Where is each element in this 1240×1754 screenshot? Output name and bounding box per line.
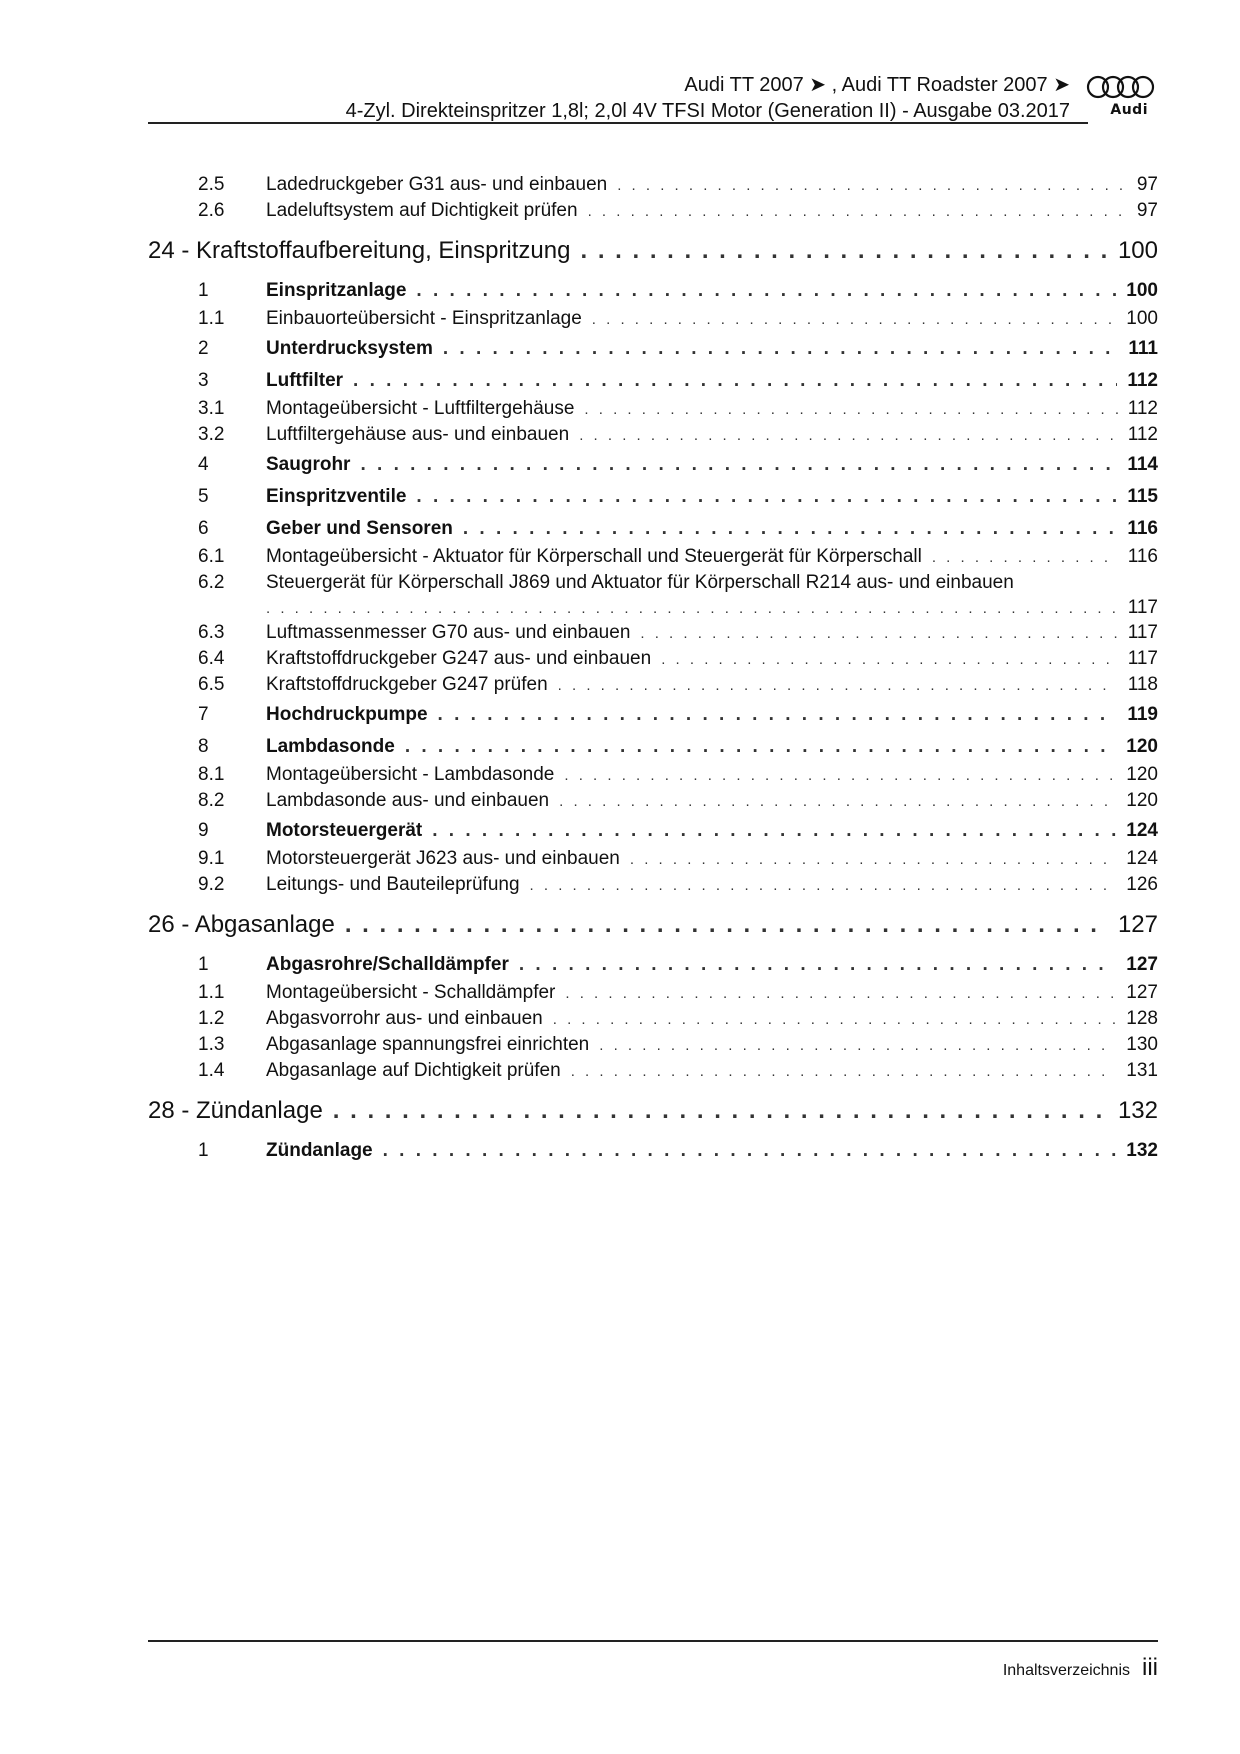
dot-leader	[416, 276, 1116, 306]
toc-section-number: 6	[198, 518, 209, 539]
toc-entry[interactable]	[148, 980, 1158, 1006]
toc-section-page: 111	[1128, 338, 1158, 359]
toc-entry[interactable]	[148, 1058, 1158, 1084]
toc-entry-number: 1.1	[198, 982, 225, 1003]
logo-text: Audi	[1110, 102, 1148, 118]
dot-leader	[432, 816, 1116, 846]
toc-entry-number: 6.4	[198, 648, 225, 669]
dot-leader	[932, 545, 1118, 571]
toc-entry-page: 97	[1136, 200, 1158, 221]
toc-section[interactable]	[148, 276, 1158, 306]
toc-section-page: 124	[1126, 820, 1158, 841]
toc-entry[interactable]	[148, 1006, 1158, 1032]
dot-leader	[580, 228, 1107, 274]
toc-section-page: 115	[1127, 486, 1158, 507]
toc-entry-title: Ladeluftsystem auf Dichtigkeit prüfen	[266, 200, 578, 221]
toc-section-page: 114	[1127, 454, 1158, 475]
page-number: iii	[1142, 1654, 1158, 1681]
toc-entry[interactable]	[148, 762, 1158, 788]
dot-leader	[443, 334, 1119, 364]
toc-entry[interactable]	[148, 872, 1158, 898]
dot-leader	[266, 597, 1118, 621]
toc-section[interactable]	[148, 732, 1158, 762]
toc-entry-number: 9.1	[198, 848, 225, 869]
toc-section-number: 3	[198, 370, 209, 391]
toc-entry[interactable]	[148, 1032, 1158, 1058]
toc-entry-page: 120	[1126, 764, 1158, 785]
toc-section-page: 119	[1127, 704, 1158, 725]
toc-entry-title: Luftfiltergehäuse aus- und einbauen	[266, 424, 570, 445]
footer-label: Inhaltsverzeichnis	[1002, 1662, 1130, 1679]
dot-leader	[565, 981, 1116, 1007]
toc-entry-number: 8.1	[198, 764, 225, 785]
toc-entry-title: Motorsteuergerät J623 aus- und einbauen	[266, 848, 620, 869]
dot-leader	[559, 789, 1116, 815]
toc-section[interactable]	[148, 334, 1158, 364]
toc-section[interactable]	[148, 514, 1158, 544]
audi-rings-logo	[1084, 74, 1158, 120]
toc-entry-title: Kraftstoffdruckgeber G247 prüfen	[266, 674, 548, 695]
toc-entry-title: Einbauorteübersicht - Einspritzanlage	[266, 308, 582, 329]
toc-entry[interactable]	[148, 396, 1158, 422]
toc-section[interactable]	[148, 816, 1158, 846]
dot-leader	[599, 1033, 1116, 1059]
dot-leader	[333, 1088, 1108, 1134]
toc-entry-page: 127	[1126, 982, 1158, 1003]
toc-section[interactable]	[148, 1136, 1158, 1166]
dot-leader	[584, 397, 1117, 423]
toc-section-title: Saugrohr	[266, 454, 351, 475]
toc-entry-number: 1.1	[198, 308, 225, 329]
dot-leader	[360, 450, 1117, 480]
dot-leader	[383, 1136, 1117, 1166]
toc-section-number: 4	[198, 454, 209, 475]
toc-section-number: 8	[198, 736, 209, 757]
toc-entry-title: Luftmassenmesser G70 aus- und einbauen	[266, 622, 631, 643]
toc-entry[interactable]	[148, 422, 1158, 448]
dot-leader	[579, 423, 1118, 449]
toc-section[interactable]	[148, 950, 1158, 980]
toc-entry[interactable]	[148, 672, 1158, 698]
toc-entry-number: 1.3	[198, 1034, 225, 1055]
dot-leader	[640, 621, 1117, 647]
toc-section-page: 116	[1127, 518, 1158, 539]
dot-leader	[558, 673, 1118, 699]
toc-entry-continuation	[148, 596, 1158, 620]
toc-section-number: 9	[198, 820, 209, 841]
toc-entry-number: 6.3	[198, 622, 225, 643]
page-header	[148, 72, 1158, 124]
toc-chapter-title: 28 - Zündanlage	[148, 1097, 323, 1124]
toc-section-title: Abgasrohre/Schalldämpfer	[266, 954, 509, 975]
toc-entry-title: Abgasvorrohr aus- und einbauen	[266, 1008, 543, 1029]
toc-entry-first-line	[148, 570, 1158, 596]
header-engine-line: 4-Zyl. Direkteinspritzer 1,8l; 2,0l 4V TFSI Motor (Generation II) - Ausgabe 03.2017	[345, 100, 1070, 122]
toc-entry-number: 1.4	[198, 1060, 225, 1081]
toc-section[interactable]	[148, 450, 1158, 480]
toc-section-page: 112	[1127, 370, 1158, 391]
toc-chapter-title: 26 - Abgasanlage	[148, 911, 335, 938]
toc-section[interactable]	[148, 482, 1158, 512]
toc-section-title: Zündanlage	[266, 1140, 373, 1161]
toc-entry-page: 130	[1126, 1034, 1158, 1055]
dot-leader	[661, 647, 1118, 673]
toc-entry-number: 2.5	[198, 174, 225, 195]
toc-section-page: 132	[1126, 1140, 1158, 1161]
toc-entry-number: 3.1	[198, 398, 225, 419]
toc-entry-page: 117	[1127, 597, 1158, 618]
toc-entry-page: 118	[1127, 674, 1158, 695]
toc-entry[interactable]	[148, 544, 1158, 570]
toc-entry-page: 117	[1127, 648, 1158, 669]
dot-leader	[405, 732, 1116, 762]
toc-entry-number: 6.1	[198, 546, 225, 567]
toc-section-title: Motorsteuergerät	[266, 820, 423, 841]
toc-section-page: 100	[1126, 280, 1158, 301]
toc-entry-page: 124	[1126, 848, 1158, 869]
toc-chapter[interactable]	[148, 1088, 1158, 1134]
toc-entry-page: 120	[1126, 790, 1158, 811]
toc-entry-title: Steuergerät für Körperschall J869 und Aktuator für Körperschall R214 aus- und einbauen	[266, 572, 1014, 593]
dot-leader	[416, 482, 1117, 512]
toc-entry-page: 128	[1126, 1008, 1158, 1029]
dot-leader	[438, 700, 1118, 730]
toc-entry-number: 2.6	[198, 200, 225, 221]
toc-entry[interactable]	[148, 846, 1158, 872]
toc-entry-number: 1.2	[198, 1008, 225, 1029]
toc-entry-number: 6.2	[198, 572, 225, 593]
dot-leader	[630, 847, 1116, 873]
toc-chapter[interactable]	[148, 228, 1158, 274]
dot-leader	[571, 1059, 1117, 1085]
toc-entry-page: 126	[1126, 874, 1158, 895]
toc-section-page: 120	[1126, 736, 1158, 757]
toc-entry-title: Montageübersicht - Schalldämpfer	[266, 982, 556, 1003]
toc-section-title: Einspritzventile	[266, 486, 407, 507]
toc-section-title: Unterdrucksystem	[266, 338, 433, 359]
dot-leader	[353, 366, 1117, 396]
toc-section-number: 7	[198, 704, 209, 725]
toc-chapter-page: 127	[1117, 911, 1158, 938]
header-divider	[148, 122, 1088, 124]
toc-section-number: 1	[198, 280, 209, 301]
toc-section-number: 1	[198, 1140, 209, 1161]
toc-section-title: Lambdasonde	[266, 736, 395, 757]
dot-leader	[530, 873, 1117, 899]
toc-entry-title: Lambdasonde aus- und einbauen	[266, 790, 550, 811]
toc-entry-wrapped[interactable]	[148, 570, 1158, 620]
dot-leader	[617, 173, 1127, 199]
dot-leader	[588, 199, 1127, 225]
toc-section-title: Einspritzanlage	[266, 280, 407, 301]
toc-entry-title: Abgasanlage spannungsfrei einrichten	[266, 1034, 590, 1055]
toc-entry-title: Kraftstoffdruckgeber G247 aus- und einbauen	[266, 648, 652, 669]
dot-leader	[463, 514, 1117, 544]
toc-entry-page: 112	[1127, 424, 1158, 445]
toc-section[interactable]	[148, 700, 1158, 730]
toc-entry-title: Montageübersicht - Luftfiltergehäuse	[266, 398, 575, 419]
toc-entry[interactable]	[148, 172, 1158, 198]
toc-chapter-title: 24 - Kraftstoffaufbereitung, Einspritzung	[148, 237, 571, 264]
toc-section-title: Luftfilter	[266, 370, 344, 391]
toc-entry[interactable]	[148, 788, 1158, 814]
toc-entry-number: 9.2	[198, 874, 225, 895]
footer-divider	[148, 1640, 1158, 1642]
dot-leader	[553, 1007, 1117, 1033]
audi-rings-icon	[1084, 74, 1158, 104]
toc-entry[interactable]	[148, 646, 1158, 672]
toc-chapter-page: 132	[1117, 1097, 1158, 1124]
toc-entry-page: 131	[1126, 1060, 1158, 1081]
toc-section-page: 127	[1126, 954, 1158, 975]
toc-entry-page: 117	[1127, 622, 1158, 643]
toc-section-number: 1	[198, 954, 209, 975]
page-footer	[1003, 1654, 1158, 1682]
toc-entry-number: 6.5	[198, 674, 225, 695]
toc-entry-page: 116	[1127, 546, 1158, 567]
toc-chapter-page: 100	[1117, 237, 1158, 264]
toc-entry-title: Leitungs- und Bauteileprüfung	[266, 874, 520, 895]
dot-leader	[519, 950, 1116, 980]
toc-entry-page: 112	[1127, 398, 1158, 419]
toc-section-title: Hochdruckpumpe	[266, 704, 428, 725]
toc-section-number: 5	[198, 486, 209, 507]
dot-leader	[345, 902, 1108, 948]
dot-leader	[592, 307, 1117, 333]
header-vehicle-line: Audi TT 2007 ➤ , Audi TT Roadster 2007 ➤	[684, 74, 1070, 96]
header-text	[346, 72, 1070, 124]
toc-entry-title: Montageübersicht - Lambdasonde	[266, 764, 555, 785]
toc-entry[interactable]	[148, 306, 1158, 332]
toc-entry-page: 100	[1126, 308, 1158, 329]
toc-entry-page: 97	[1136, 174, 1158, 195]
toc-entry[interactable]	[148, 620, 1158, 646]
toc-entry[interactable]	[148, 198, 1158, 224]
toc-section-title: Geber und Sensoren	[266, 518, 453, 539]
table-of-contents	[148, 172, 1158, 1166]
toc-entry-title: Abgasanlage auf Dichtigkeit prüfen	[266, 1060, 561, 1081]
toc-section[interactable]	[148, 366, 1158, 396]
toc-chapter[interactable]	[148, 902, 1158, 948]
toc-section-number: 2	[198, 338, 209, 359]
toc-entry-number: 8.2	[198, 790, 225, 811]
toc-entry-title: Ladedruckgeber G31 aus- und einbauen	[266, 174, 608, 195]
toc-entry-title: Montageübersicht - Aktuator für Körperschall und Steuergerät für Körperschall	[266, 546, 922, 567]
toc-entry-number: 3.2	[198, 424, 225, 445]
dot-leader	[564, 763, 1116, 789]
